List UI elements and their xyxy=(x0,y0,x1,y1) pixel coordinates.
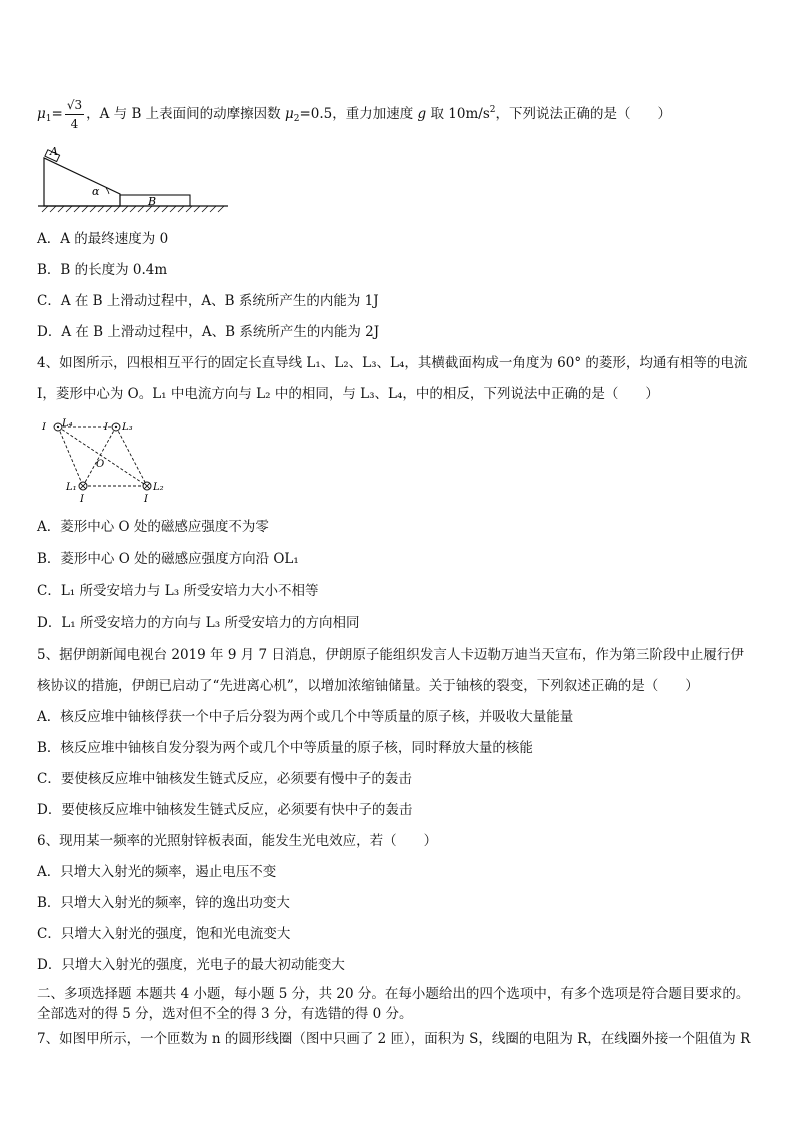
q6-option-a: A．只增大入射光的频率，遏止电压不变 xyxy=(37,864,277,880)
q3-option-b: B．B 的长度为 0.4m xyxy=(37,262,168,278)
section2-heading-line1: 二、多项选择题 本题共 4 小题，每小题 5 分，共 20 分。在每小题给出的四个选项中，有多个选项是符合题目要求的。 xyxy=(37,986,750,1002)
q3-text-d: ，下列说法正确的是（ ） xyxy=(495,106,671,122)
wire-l4 xyxy=(54,423,62,431)
label-i-l3: I xyxy=(104,422,108,433)
fraction-denominator: 4 xyxy=(70,117,79,131)
q3-stem xyxy=(37,96,671,133)
q4-option-d: D．L₁ 所受安培力的方向与 L₃ 所受安培力的方向相同 xyxy=(37,615,360,631)
q6-stem: 6、现用某一频率的光照射锌板表面，能发生光电效应，若（ ） xyxy=(37,833,438,849)
label-i-l2: I xyxy=(144,494,148,505)
rhombus-figure xyxy=(36,415,176,505)
label-alpha: α xyxy=(92,185,100,198)
label-b: B xyxy=(148,195,157,208)
q5-option-a: A．核反应堆中铀核俘获一个中子后分裂为两个或几个中等质量的原子核，并吸收大量能量 xyxy=(37,709,574,725)
q5-option-b: B．核反应堆中铀核自发分裂为两个或几个中等质量的原子核，同时释放大量的核能 xyxy=(37,740,533,756)
q3-option-d: D．A 在 B 上滑动过程中，A、B 系统所产生的内能为 2J xyxy=(37,324,380,340)
label-a: A xyxy=(50,145,58,158)
section2-heading-line2: 全部选对的得 5 分，选对但不全的得 3 分，有选错的得 0 分。 xyxy=(37,1006,413,1022)
gravity-symbol: g xyxy=(417,106,427,122)
q3-text-c: 取 10m/s xyxy=(426,106,490,122)
mu2-symbol: μ xyxy=(284,106,294,122)
q7-stem-line1: 7、如图甲所示，一个匝数为 n 的圆形线圈（图中只画了 2 匝），面积为 S，线圈的电阻为 R，在线圈外接一个阻值为 R xyxy=(37,1031,751,1047)
q6-option-b: B．只增大入射光的频率，锌的逸出功变大 xyxy=(37,895,290,911)
q4-option-a: A．菱形中心 O 处的磁感应强度不为零 xyxy=(37,519,269,535)
label-o: O xyxy=(96,459,105,470)
q5-option-d: D．要使核反应堆中铀核发生链式反应，必须要有快中子的轰击 xyxy=(37,802,413,818)
wire-l3 xyxy=(112,423,120,431)
label-l4: L₄ xyxy=(62,418,73,429)
q4-option-c: C．L₁ 所受安培力与 L₃ 所受安培力大小不相等 xyxy=(37,583,319,599)
label-i-l4: I xyxy=(42,422,46,433)
q6-option-d: D．只增大入射光的强度，光电子的最大初动能变大 xyxy=(37,957,345,973)
mu1-subscript: 1 xyxy=(45,114,52,124)
q6-option-c: C．只增大入射光的强度，饱和光电流变大 xyxy=(37,926,291,942)
mu1-symbol: μ xyxy=(37,106,46,122)
q4-stem-line1: 4、如图所示，四根相互平行的固定长直导线 L₁、L₂、L₃、L₄，其横截面构成一角度为 60° 的菱形，均通有相等的电流 xyxy=(37,355,748,371)
label-i-l1: I xyxy=(80,494,84,505)
q3-text-b: =0.5，重力加速度 xyxy=(299,106,418,122)
q4-option-b: B．菱形中心 O 处的磁感应强度方向沿 OL₁ xyxy=(37,551,299,567)
q3-option-c: C．A 在 B 上滑动过程中，A、B 系统所产生的内能为 1J xyxy=(37,293,379,309)
q5-stem-line2: 核协议的措施，伊朗已启动了“先进离心机”，以增加浓缩铀储量。关于铀核的裂变，下列叙述正确的是（ ） xyxy=(37,678,699,694)
equals-sign: = xyxy=(51,106,63,122)
wire-l1 xyxy=(79,482,87,490)
q5-option-c: C．要使核反应堆中铀核发生链式反应，必须要有慢中子的轰击 xyxy=(37,771,412,787)
label-l1: L₁ xyxy=(66,482,77,493)
q4-stem-line2: I，菱形中心为 O。L₁ 中电流方向与 L₂ 中的相同，与 L₃、L₄，中的相反，下列说法中正确的是（ ） xyxy=(37,386,659,402)
label-l3: L₃ xyxy=(122,422,133,433)
fraction-numerator: √3 xyxy=(65,96,84,115)
label-l2: L₂ xyxy=(153,482,164,493)
mu2-subscript: 2 xyxy=(293,114,300,124)
incline-wedge xyxy=(44,158,120,206)
q3-text-a: ，A 与 B 上表面间的动摩擦因数 xyxy=(86,106,285,122)
incline-figure xyxy=(36,142,231,214)
q5-stem-line1: 5、据伊朗新闻电视台 2019 年 9 月 7 日消息，伊朗原子能组织发言人卡迈勒万迪当天宣布，作为第三阶段中止履行伊 xyxy=(37,647,744,663)
fraction xyxy=(65,96,84,133)
q3-option-a: A．A 的最终速度为 0 xyxy=(37,231,169,247)
wire-l2 xyxy=(143,482,151,490)
units-superscript: 2 xyxy=(489,105,496,115)
